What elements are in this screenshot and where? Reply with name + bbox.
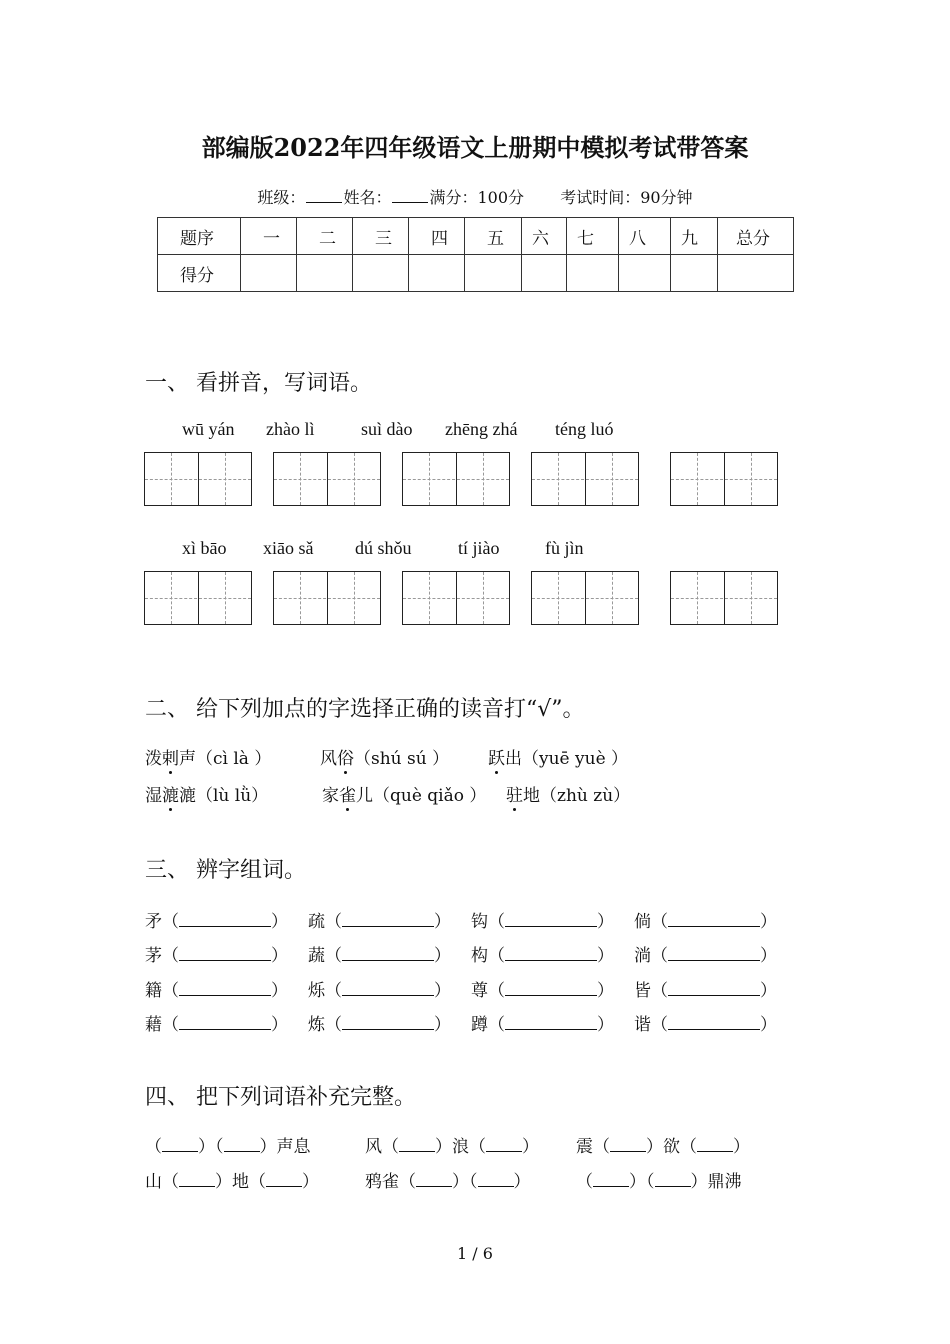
score-cell[interactable] [409, 255, 465, 292]
score-cell[interactable] [671, 255, 718, 292]
dotted-char: 跃 [488, 744, 505, 769]
score-cell[interactable] [522, 255, 567, 292]
word-group-item: 籍（ ） [145, 981, 288, 1001]
score-header: 三 [353, 218, 409, 255]
word-group-item: 疏（ ） [308, 912, 451, 932]
writing-grid[interactable] [531, 452, 639, 506]
pinyin: suì dào [361, 419, 413, 439]
full-score: 满分：100分 [429, 188, 524, 207]
answer-blank[interactable] [505, 1014, 597, 1030]
exam-time: 考试时间：90分钟 [560, 188, 693, 207]
fill-phrase: 风（ ）浪（ ） [365, 1137, 539, 1157]
base-char: 倘 [634, 912, 651, 932]
word-group-item: 炼（ ） [308, 1015, 451, 1035]
word-group-item: 钩（ ） [471, 912, 614, 932]
writing-grid[interactable] [531, 571, 639, 625]
base-char: 藉 [145, 1015, 162, 1035]
section-2-title: 二、 给下列加点的字选择正确的读音打“√”。 [145, 697, 585, 722]
base-char: 炼 [308, 1015, 325, 1035]
base-char: 蔬 [308, 946, 325, 966]
pinyin: tí jiào [458, 538, 500, 558]
writing-grid[interactable] [144, 571, 252, 625]
answer-blank[interactable] [668, 911, 760, 927]
score-cell[interactable] [353, 255, 409, 292]
dotted-char: 俗 [337, 744, 354, 769]
word-group-item: 蹲（ ） [471, 1015, 614, 1035]
name-label: 姓名： [343, 188, 392, 207]
base-char: 籍 [145, 981, 162, 1001]
answer-blank[interactable] [668, 980, 760, 996]
reading-item: 跃出（yuē yuè ） [488, 744, 628, 769]
pinyin: téng luó [555, 419, 614, 439]
word-group-item: 皆（ ） [634, 981, 777, 1001]
base-char: 烁 [308, 981, 325, 1001]
pinyin: xì bāo [182, 538, 227, 558]
word-group-item: 尊（ ） [471, 981, 614, 1001]
writing-grid[interactable] [402, 571, 510, 625]
pinyin: zhēng zhá [445, 419, 518, 439]
answer-blank[interactable] [668, 1014, 760, 1030]
score-header-row [158, 218, 794, 255]
reading-item: 风俗（shú sú ） [320, 744, 449, 769]
score-row-label: 得分 [158, 255, 241, 292]
pinyin: wū yán [182, 419, 235, 439]
answer-blank[interactable] [342, 945, 434, 961]
writing-grid[interactable] [273, 571, 381, 625]
section-3-title: 三、 辨字组词。 [145, 858, 306, 883]
reading-item: 泼剌声（cì là ） [145, 744, 271, 769]
word-group-item: 蔬（ ） [308, 946, 451, 966]
pinyin: zhào lì [266, 419, 315, 439]
word-group-item: 烁（ ） [308, 981, 451, 1001]
answer-blank[interactable] [179, 1014, 271, 1030]
score-header: 总分 [718, 218, 794, 255]
writing-grid[interactable] [670, 571, 778, 625]
base-char: 蹲 [471, 1015, 488, 1035]
answer-blank[interactable] [505, 911, 597, 927]
page-number: 1 / 6 [457, 1244, 493, 1263]
score-table [157, 217, 794, 292]
word-group-item: 谐（ ） [634, 1015, 777, 1035]
score-header: 四 [409, 218, 465, 255]
score-cell[interactable] [465, 255, 522, 292]
pinyin: fù jìn [545, 538, 584, 558]
writing-grid[interactable] [273, 452, 381, 506]
score-header: 六 [522, 218, 567, 255]
base-char: 淌 [634, 946, 651, 966]
base-char: 尊 [471, 981, 488, 1001]
name-blank[interactable] [392, 188, 428, 203]
answer-blank[interactable] [505, 945, 597, 961]
score-header: 一 [241, 218, 297, 255]
fill-phrase: （ ）（ ）声息 [145, 1137, 311, 1157]
answer-blank[interactable] [179, 980, 271, 996]
word-group-item: 茅（ ） [145, 946, 288, 966]
score-header: 七 [567, 218, 619, 255]
score-header: 八 [619, 218, 671, 255]
pinyin: xiāo sǎ [263, 538, 314, 558]
answer-blank[interactable] [179, 911, 271, 927]
reading-item: 湿漉漉（lù lǜ） [145, 781, 268, 806]
score-header: 题序 [158, 218, 241, 255]
score-value-row [158, 255, 794, 292]
word-group-item: 淌（ ） [634, 946, 777, 966]
exam-info [0, 185, 950, 208]
fill-phrase: 鸦雀（ ）（ ） [365, 1172, 531, 1192]
class-label: 班级： [257, 188, 306, 207]
base-char: 皆 [634, 981, 651, 1001]
word-group-item: 矛（ ） [145, 912, 288, 932]
class-blank[interactable] [306, 188, 342, 203]
answer-blank[interactable] [342, 1014, 434, 1030]
reading-item: 驻地（zhù zù） [506, 781, 630, 806]
writing-grid[interactable] [670, 452, 778, 506]
answer-blank[interactable] [505, 980, 597, 996]
score-cell[interactable] [718, 255, 794, 292]
base-char: 谐 [634, 1015, 651, 1035]
score-header: 五 [465, 218, 522, 255]
answer-blank[interactable] [179, 945, 271, 961]
base-char: 茅 [145, 946, 162, 966]
score-header: 二 [297, 218, 353, 255]
answer-blank[interactable] [668, 945, 760, 961]
page-title: 部编版2022年四年级语文上册期中模拟考试带答案 [201, 133, 749, 162]
base-char: 矛 [145, 912, 162, 932]
score-cell[interactable] [241, 255, 297, 292]
answer-blank[interactable] [342, 911, 434, 927]
base-char: 钩 [471, 912, 488, 932]
pinyin: dú shǒu [355, 538, 412, 558]
dotted-char: 漉 [162, 781, 179, 806]
fill-phrase: （ ）（ ）鼎沸 [576, 1172, 742, 1192]
section-1-title: 一、 看拼音，写词语。 [145, 371, 372, 396]
score-cell[interactable] [619, 255, 671, 292]
reading-item: 家雀儿（què qiǎo ） [322, 781, 486, 806]
dotted-char: 雀 [339, 781, 356, 806]
fill-phrase: 山（ ）地（ ） [145, 1172, 319, 1192]
score-cell[interactable] [567, 255, 619, 292]
section-4-title: 四、 把下列词语补充完整。 [145, 1085, 416, 1110]
writing-grid[interactable] [402, 452, 510, 506]
score-header: 九 [671, 218, 718, 255]
writing-grid[interactable] [144, 452, 252, 506]
answer-blank[interactable] [342, 980, 434, 996]
word-group-item: 构（ ） [471, 946, 614, 966]
dotted-char: 驻 [506, 781, 523, 806]
score-cell[interactable] [297, 255, 353, 292]
word-group-item: 藉（ ） [145, 1015, 288, 1035]
base-char: 疏 [308, 912, 325, 932]
word-group-item: 倘（ ） [634, 912, 777, 932]
dotted-char: 剌 [162, 744, 179, 769]
fill-phrase: 震（ ）欲（ ） [576, 1137, 750, 1157]
base-char: 构 [471, 946, 488, 966]
